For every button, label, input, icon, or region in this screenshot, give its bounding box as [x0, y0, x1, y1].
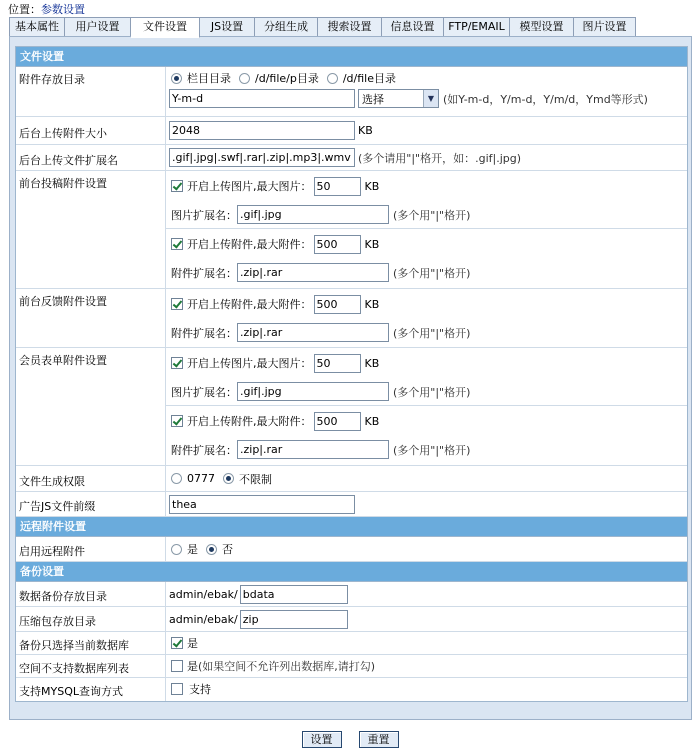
row-front-feedback [16, 289, 687, 348]
front-submit-att-check-label: 开启上传附件,最大附件： [187, 238, 312, 251]
front-submit-att-hint: (多个用"|"格开) [393, 266, 471, 280]
front-submit-img-checkbox[interactable] [171, 180, 183, 192]
date-format-select-value: 选择 [362, 92, 384, 106]
member-form-label: 会员表单附件设置 [16, 348, 166, 465]
member-form-att-checkbox[interactable] [171, 415, 183, 427]
front-feedback-att-unit: KB [364, 297, 380, 311]
admin-ext-hint: (多个请用"|"格开，如：.gif|.jpg) [358, 151, 522, 165]
admin-size-unit: KB [358, 124, 373, 137]
member-form-att-hint: (多个用"|"格开) [393, 443, 471, 457]
tab-js[interactable]: JS设置 [200, 17, 255, 37]
backup-mysql-label: 支持MYSQL查询方式 [16, 678, 166, 701]
tab-search[interactable]: 搜索设置 [318, 17, 382, 37]
row-backup-mysql [16, 678, 687, 701]
member-form-img-ext-input[interactable] [237, 382, 389, 401]
front-submit-att-checkbox[interactable] [171, 238, 183, 250]
section-header-backup: 备份设置 [16, 562, 687, 582]
radio-dfile-dir[interactable] [327, 73, 338, 84]
tab-user[interactable]: 用户设置 [65, 17, 131, 37]
settings-panel [9, 36, 692, 720]
admin-size-label: 后台上传附件大小 [16, 117, 166, 144]
tab-basic[interactable]: 基本属性 [9, 17, 65, 37]
member-form-att-unit: KB [364, 414, 380, 428]
breadcrumb-prefix: 位置： [8, 3, 41, 16]
tab-ftp-email[interactable]: FTP/EMAIL [444, 17, 510, 37]
tab-model[interactable]: 模型设置 [510, 17, 574, 37]
backup-zip-dir-label: 压缩包存放目录 [16, 607, 166, 631]
form-buttons [0, 731, 700, 748]
radio-dfile-dir-label: /d/file目录 [342, 72, 396, 85]
tab-file[interactable]: 文件设置 [131, 17, 200, 38]
row-remote-enable [16, 537, 687, 562]
radio-remote-yes-label: 是 [187, 543, 198, 556]
radio-column-dir[interactable] [171, 73, 182, 84]
front-submit-img-check-label: 开启上传图片,最大图片： [187, 180, 312, 193]
date-format-hint: (如Y-m-d，Y/m-d，Y/m/d，Ymd等形式) [443, 92, 648, 106]
front-submit-img-ext-input[interactable] [237, 205, 389, 224]
front-feedback-att-size-input[interactable] [314, 295, 361, 314]
admin-ext-input[interactable] [169, 148, 355, 167]
tab-group[interactable]: 分组生成 [255, 17, 318, 37]
backup-current-db-check-label: 是 [187, 637, 198, 650]
member-form-img-check-label: 开启上传图片,最大图片： [187, 357, 312, 370]
radio-dfile-p-dir-label: /d/file/p目录 [255, 72, 319, 85]
front-feedback-att-checkbox[interactable] [171, 298, 183, 310]
date-format-select[interactable] [358, 89, 439, 108]
row-backup-current-db [16, 632, 687, 655]
front-feedback-att-ext-label: 附件扩展名： [171, 326, 237, 340]
row-backup-zip-dir [16, 607, 687, 632]
radio-perm-0777-label: 0777 [187, 472, 215, 485]
front-submit-img-size-input[interactable] [314, 177, 361, 196]
tab-info[interactable]: 信息设置 [382, 17, 444, 37]
backup-mysql-checkbox[interactable] [171, 683, 183, 695]
ad-prefix-label: 广告JS文件前缀 [16, 492, 166, 516]
member-form-img-checkbox[interactable] [171, 357, 183, 369]
front-submit-att-ext-label: 附件扩展名： [171, 266, 237, 280]
date-format-input[interactable] [169, 89, 355, 108]
row-admin-ext [16, 145, 687, 171]
backup-data-dir-label: 数据备份存放目录 [16, 582, 166, 606]
member-form-img-size-input[interactable] [314, 354, 361, 373]
front-submit-img-ext-label: 图片扩展名： [171, 208, 237, 222]
reset-button[interactable]: 重置 [359, 731, 399, 748]
submit-button[interactable]: 设置 [302, 731, 342, 748]
row-attach-dir [16, 67, 687, 117]
perm-label: 文件生成权限 [16, 466, 166, 491]
member-form-att-size-input[interactable] [314, 412, 361, 431]
row-member-form [16, 348, 687, 466]
radio-perm-unlimited[interactable] [223, 473, 234, 484]
backup-no-list-check-label: 是 [187, 660, 198, 673]
backup-data-dir-input[interactable] [240, 585, 348, 604]
remote-enable-label: 启用远程附件 [16, 537, 166, 561]
section-header-remote: 远程附件设置 [16, 517, 687, 537]
settings-tabs [9, 17, 636, 37]
ad-prefix-input[interactable] [169, 495, 355, 514]
radio-column-dir-label: 栏目目录 [187, 72, 231, 85]
attach-dir-label: 附件存放目录 [16, 67, 166, 116]
member-form-att-ext-input[interactable] [237, 440, 389, 459]
radio-remote-no[interactable] [206, 544, 217, 555]
row-backup-no-list [16, 655, 687, 678]
front-feedback-att-hint: (多个用"|"格开) [393, 326, 471, 340]
front-submit-img-unit: KB [364, 179, 380, 193]
member-form-img-unit: KB [364, 356, 380, 370]
backup-no-list-hint: (如果空间不允许列出数据库,请打勾) [198, 660, 376, 673]
breadcrumb-link[interactable]: 参数设置 [41, 3, 85, 16]
admin-size-input[interactable] [169, 121, 355, 140]
breadcrumb [8, 3, 85, 16]
chevron-down-icon: ▼ [423, 90, 438, 107]
radio-remote-no-label: 否 [222, 543, 233, 556]
backup-no-list-label: 空间不支持数据库列表 [16, 655, 166, 677]
admin-ext-label: 后台上传文件扩展名 [16, 145, 166, 170]
row-admin-size [16, 117, 687, 145]
row-perm [16, 466, 687, 492]
tab-image[interactable]: 图片设置 [574, 17, 636, 37]
front-submit-att-ext-input[interactable] [237, 263, 389, 282]
row-backup-data-dir [16, 582, 687, 607]
radio-remote-yes[interactable] [171, 544, 182, 555]
front-submit-att-size-input[interactable] [314, 235, 361, 254]
backup-current-db-checkbox[interactable] [171, 637, 183, 649]
front-feedback-att-check-label: 开启上传附件,最大附件： [187, 298, 312, 311]
front-feedback-label: 前台反馈附件设置 [16, 289, 166, 347]
backup-no-list-checkbox[interactable] [171, 660, 183, 672]
backup-mysql-check-label: 支持 [189, 683, 211, 696]
member-form-img-ext-label: 图片扩展名： [171, 385, 237, 399]
row-ad-prefix [16, 492, 687, 517]
backup-zip-dir-prefix: admin/ebak/ [169, 612, 238, 626]
front-submit-img-hint: (多个用"|"格开) [393, 208, 471, 222]
row-front-submit [16, 171, 687, 289]
radio-perm-unlimited-label: 不限制 [239, 472, 272, 486]
radio-dfile-p-dir[interactable] [239, 73, 250, 84]
settings-table [15, 46, 688, 702]
member-form-att-ext-label: 附件扩展名： [171, 443, 237, 457]
radio-perm-0777[interactable] [171, 473, 182, 484]
front-submit-label: 前台投稿附件设置 [16, 171, 166, 288]
backup-current-db-label: 备份只选择当前数据库 [16, 632, 166, 654]
member-form-att-check-label: 开启上传附件,最大附件： [187, 415, 312, 428]
backup-zip-dir-input[interactable] [240, 610, 348, 629]
front-feedback-att-ext-input[interactable] [237, 323, 389, 342]
front-submit-att-unit: KB [364, 237, 380, 251]
backup-data-dir-prefix: admin/ebak/ [169, 587, 238, 601]
member-form-img-hint: (多个用"|"格开) [393, 385, 471, 399]
section-header-file: 文件设置 [16, 47, 687, 67]
